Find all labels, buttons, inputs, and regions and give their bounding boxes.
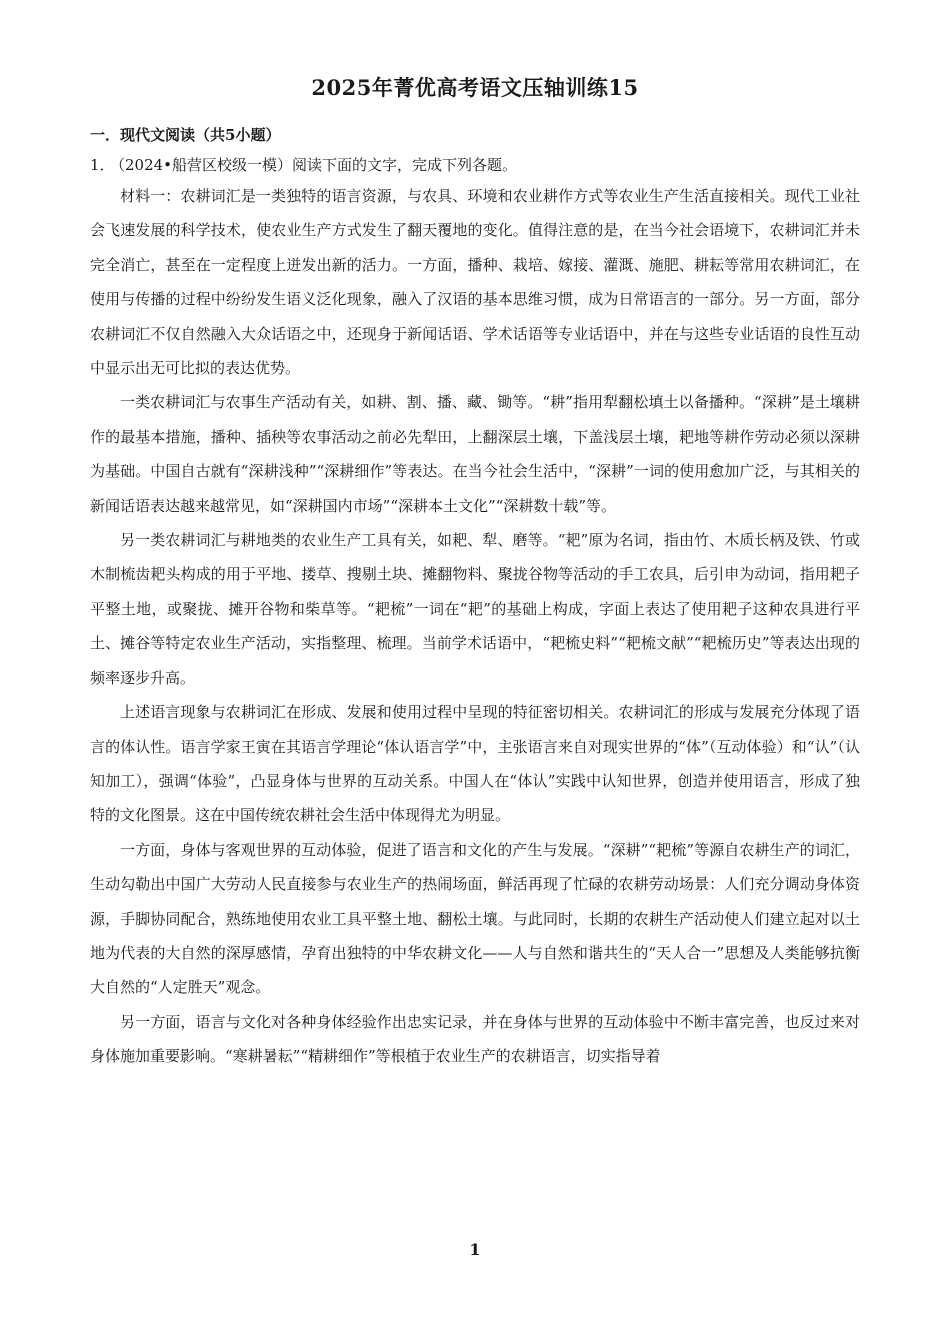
passage-paragraph-6: 另一方面，语言与文化对各种身体经验作出忠实记录，并在身体与世界的互动体验中不断丰富完善，也反过来对身体施加重要影响。“寒耕暑耘”“精耕细作”等根植于农业生产的农耕语言，切实指导着: [90, 1012, 860, 1066]
page-number: 1: [469, 1240, 481, 1259]
passage-paragraph-5: 一方面，身体与客观世界的互动体验，促进了语言和文化的产生与发展。“深耕”“耙梳”等源自农耕生产的词汇，生动勾勒出中国广大劳动人民直接参与农业生产的热闹场面，鲜活再现了忙碌的农耕劳动场景：人们充分调动身体资源，手脚协同配合，熟练地使用农业工具平整土地、翻松土壤。与此同时，长期的农耕生产活动使人们建立起对以土地为代表的大自然的深厚感情，孕育出独特的中华农耕文化——人与自然和谐共生的“天人合一”思想及人类能够抗衡大自然的“人定胜天”观念。: [90, 840, 860, 997]
document-title: 2025年菁优高考语文压轴训练15: [311, 75, 639, 100]
passage-paragraph-4: 上述语言现象与农耕词汇在形成、发展和使用过程中呈现的特征密切相关。农耕词汇的形成与发展充分体现了语言的体认性。语言学家王寅在其语言学理论“体认语言学”中，主张语言来自对现实世界的“体”（互动体验）和“认”（认知加工），强调“体验”，凸显身体与世界的互动关系。中国人在“体认”实践中认知世界，创造并使用语言，形成了独特的文化图景。这在中国传统农耕社会生活中体现得尤为明显。: [90, 703, 860, 825]
question-number: 1．: [90, 156, 115, 174]
passage-paragraph-2: 一类农耕词汇与农事生产活动有关，如耕、割、播、藏、锄等。“耕”指用犁翻松填土以备播种。“深耕”是土壤耕作的最基本措施，播种、插秧等农事活动之前必先犁田，上翻深层土壤，下盖浅层土壤，耙地等耕作劳动必须以深耕为基础。中国自古就有“深耕浅种”“深耕细作”等表达。在当今社会生活中，“深耕”一词的使用愈加广泛，与其相关的新闻话语表达越来越常见，如“深耕国内市场”“深耕本土文化”“深耕数十载”等。: [90, 393, 860, 515]
question-header: [90, 154, 860, 176]
passage-paragraph-1: 材料一：农耕词汇是一类独特的语言资源，与农具、环境和农业耕作方式等农业生产生活直接相关。现代工业社会飞速发展的科学技术，使农业生产方式发生了翻天覆地的变化。值得注意的是，在当今社会语境下，农耕词汇并未完全消亡，甚至在一定程度上迸发出新的活力。一方面，播种、栽培、嫁接、灌溉、施肥、耕耘等常用农耕词汇，在使用与传播的过程中纷纷发生语义泛化现象，融入了汉语的基本思维习惯，成为日常语言的一部分。另一方面，部分农耕词汇不仅自然融入大众话语之中，还现身于新闻话语、学术话语等专业话语中，并在与这些专业话语的良性互动中显示出无可比拟的表达优势。: [90, 187, 860, 378]
reading-passage: [90, 179, 860, 1074]
passage-paragraph-3: 另一类农耕词汇与耕地类的农业生产工具有关，如耙、犁、磨等。“耙”原为名词，指由竹、木质长柄及铁、竹或木制梳齿耙头构成的用于平地、搂草、搜剔土块、摊翻物料、聚拢谷物等活动的手工农具，后引申为动词，指用耙子平整土地，或聚拢、摊开谷物和柴草等。“耙梳”一词在“耙”的基础上构成，字面上表达了使用耙子这种农具进行平土、摊谷等特定农业生产活动，实指整理、梳理。当前学术话语中，“耙梳史料”“耙梳文献”“耙梳历史”等表达出现的频率逐步升高。: [90, 531, 860, 687]
section-heading: 一．现代文阅读（共5小题）: [90, 126, 281, 144]
question-prompt: （2024•船营区校级一模）阅读下面的文字，完成下列各题。: [110, 156, 518, 174]
